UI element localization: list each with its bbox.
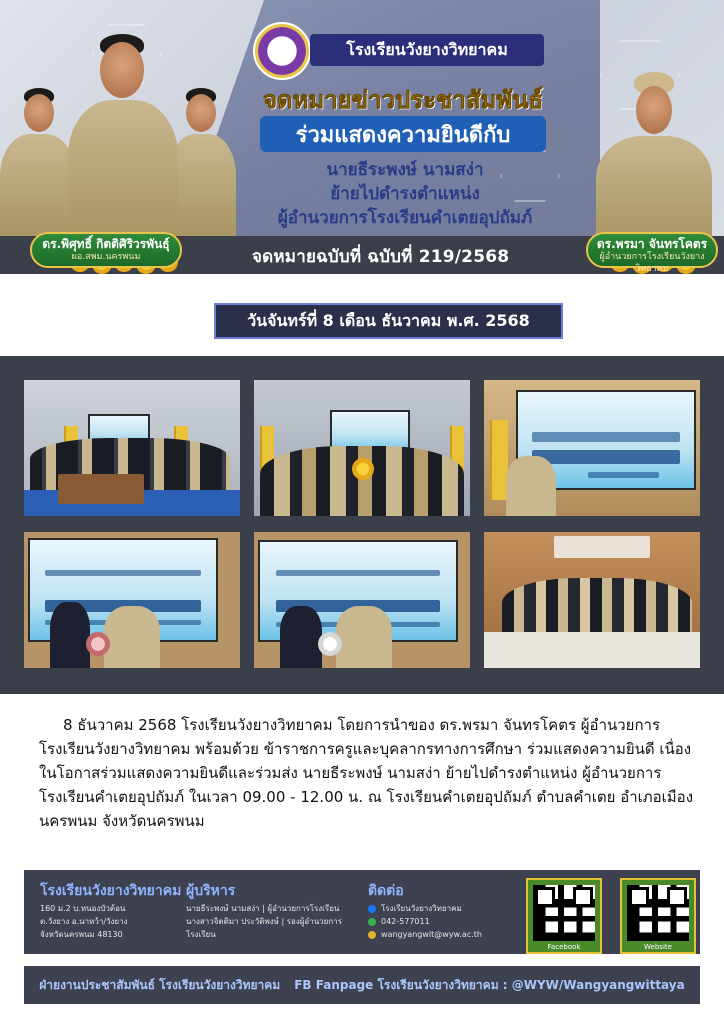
footer-address-line: 160 ม.2 บ.หนองบัวต้อน (40, 904, 126, 913)
school-name-header: โรงเรียนวังยางวิทยาคม (310, 34, 544, 66)
contact-phone[interactable] (368, 915, 508, 928)
qr-website-label: Website (644, 943, 672, 951)
official-photo-right-of-director (168, 88, 236, 238)
move-line: ย้ายไปดำรงตำแหน่ง (330, 184, 480, 204)
qr-code-website[interactable] (620, 878, 696, 954)
fb-fanpage-link[interactable]: FB Fanpage โรงเรียนวังยางวิทยาคม : @WYW/Wangyangwittaya (294, 977, 685, 992)
footer-address-line: ต.วังยาง อ.นาหว้า/วังยาง (40, 917, 128, 926)
contact-email-text: wangyangwit@wyw.ac.th (381, 930, 482, 939)
footer-school-name: โรงเรียนวังยางวิทยาคม (40, 883, 182, 899)
footer-address-line: จังหวัดนครพนม 48130 (40, 930, 123, 939)
school-logo (253, 22, 311, 80)
badge-left-title: ผอ.สพม.นครพนม (71, 252, 141, 262)
news-body (39, 713, 699, 833)
footer-admin-line: นายธีระพงษ์ นามสง่า | ผู้อำนวยการโรงเรียน (186, 904, 340, 913)
event-photo-5 (254, 532, 470, 668)
footer-admin-line: นางสาวจิตติมา ประวัติพงษ์ | รองผู้อำนวยการโรงเรียน (186, 917, 342, 939)
badge-right-name: ดร.พรมา จันทรโคตร (596, 237, 708, 251)
director-photo (68, 34, 178, 239)
badge-left-name: ดร.พิศุทธิ์ กิตติศิริวรพันธุ์ (42, 237, 170, 251)
qr-facebook-label: Facebook (547, 943, 581, 951)
email-icon (368, 931, 376, 939)
qr-code-icon (627, 885, 689, 941)
congrats-heading: ร่วมแสดงความยินดีกับ (260, 116, 546, 152)
event-photo-2 (254, 380, 470, 516)
header-banner (0, 0, 724, 274)
contact-email[interactable] (368, 928, 508, 941)
footer-admins (186, 880, 366, 941)
contact-facebook[interactable] (368, 902, 508, 915)
photo-gallery (0, 356, 724, 694)
bottom-credit-bar (24, 966, 700, 1004)
footer-school (40, 880, 190, 941)
footer-admins-heading: ผู้บริหาร (186, 883, 236, 899)
footer-contact-heading: ติดต่อ (368, 883, 404, 899)
phone-icon (368, 918, 376, 926)
event-photo-6 (484, 532, 700, 668)
name-badge-right (586, 232, 718, 274)
principal-photo (592, 72, 716, 242)
qr-code-facebook[interactable] (526, 878, 602, 954)
date-banner: วันจันทร์ที่ 8 เดือน ธันวาคม พ.ศ. 2568 (214, 303, 563, 339)
event-photo-4 (24, 532, 240, 668)
qr-code-icon (533, 885, 595, 941)
footer-contact (368, 880, 508, 941)
event-photo-1 (24, 380, 240, 516)
contact-phone-text: 042-577011 (381, 917, 430, 926)
newsletter-title: จดหมายข่าวประชาสัมพันธ์ (262, 86, 544, 114)
official-photo-left (0, 88, 76, 238)
letter-number: จดหมายฉบับที่ ฉบับที่ 219/2568 (252, 247, 510, 267)
honoree-name: นายธีระพงษ์ นามสง่า (326, 160, 484, 180)
event-photo-3 (484, 380, 700, 516)
name-badge-left (30, 232, 182, 268)
facebook-icon (368, 905, 376, 913)
pr-department: ฝ่ายงานประชาสัมพันธ์ โรงเรียนวังยางวิทยาคม (39, 977, 281, 992)
contact-facebook-text: โรงเรียนวังยางวิทยาคม (381, 904, 462, 913)
news-paragraph: 8 ธันวาคม 2568 โรงเรียนวังยางวิทยาคม โดยการนำของ ดร.พรมา จันทรโคตร ผู้อำนวยการโรงเรียนวังยางวิทยาคม พร้อมด้วย ข้าราชการครูและบุคลากรทางการศึกษา ร่วมแสดงความยินดี เนื่องในโอกาสร่วมแสดงความยินดีและร่วมส่ง นายธีระพงษ์ นามสง่า ย้ายไปดำรงตำแหน่ง ผู้อำนวยการโรงเรียนคำเตยอุปถัมภ์ ในเวลา 09.00 - 12.00 น. ณ โรงเรียนคำเตยอุปถัมภ์ ตำบลคำเตย อำเภอเมืองนครพนม จังหวัดนครพนม (39, 716, 694, 830)
new-position: ผู้อำนวยการโรงเรียนคำเตยอุปถัมภ์ (277, 208, 533, 228)
badge-right-title: ผู้อำนวยการโรงเรียนวังยางวิทยาคม (599, 252, 705, 274)
